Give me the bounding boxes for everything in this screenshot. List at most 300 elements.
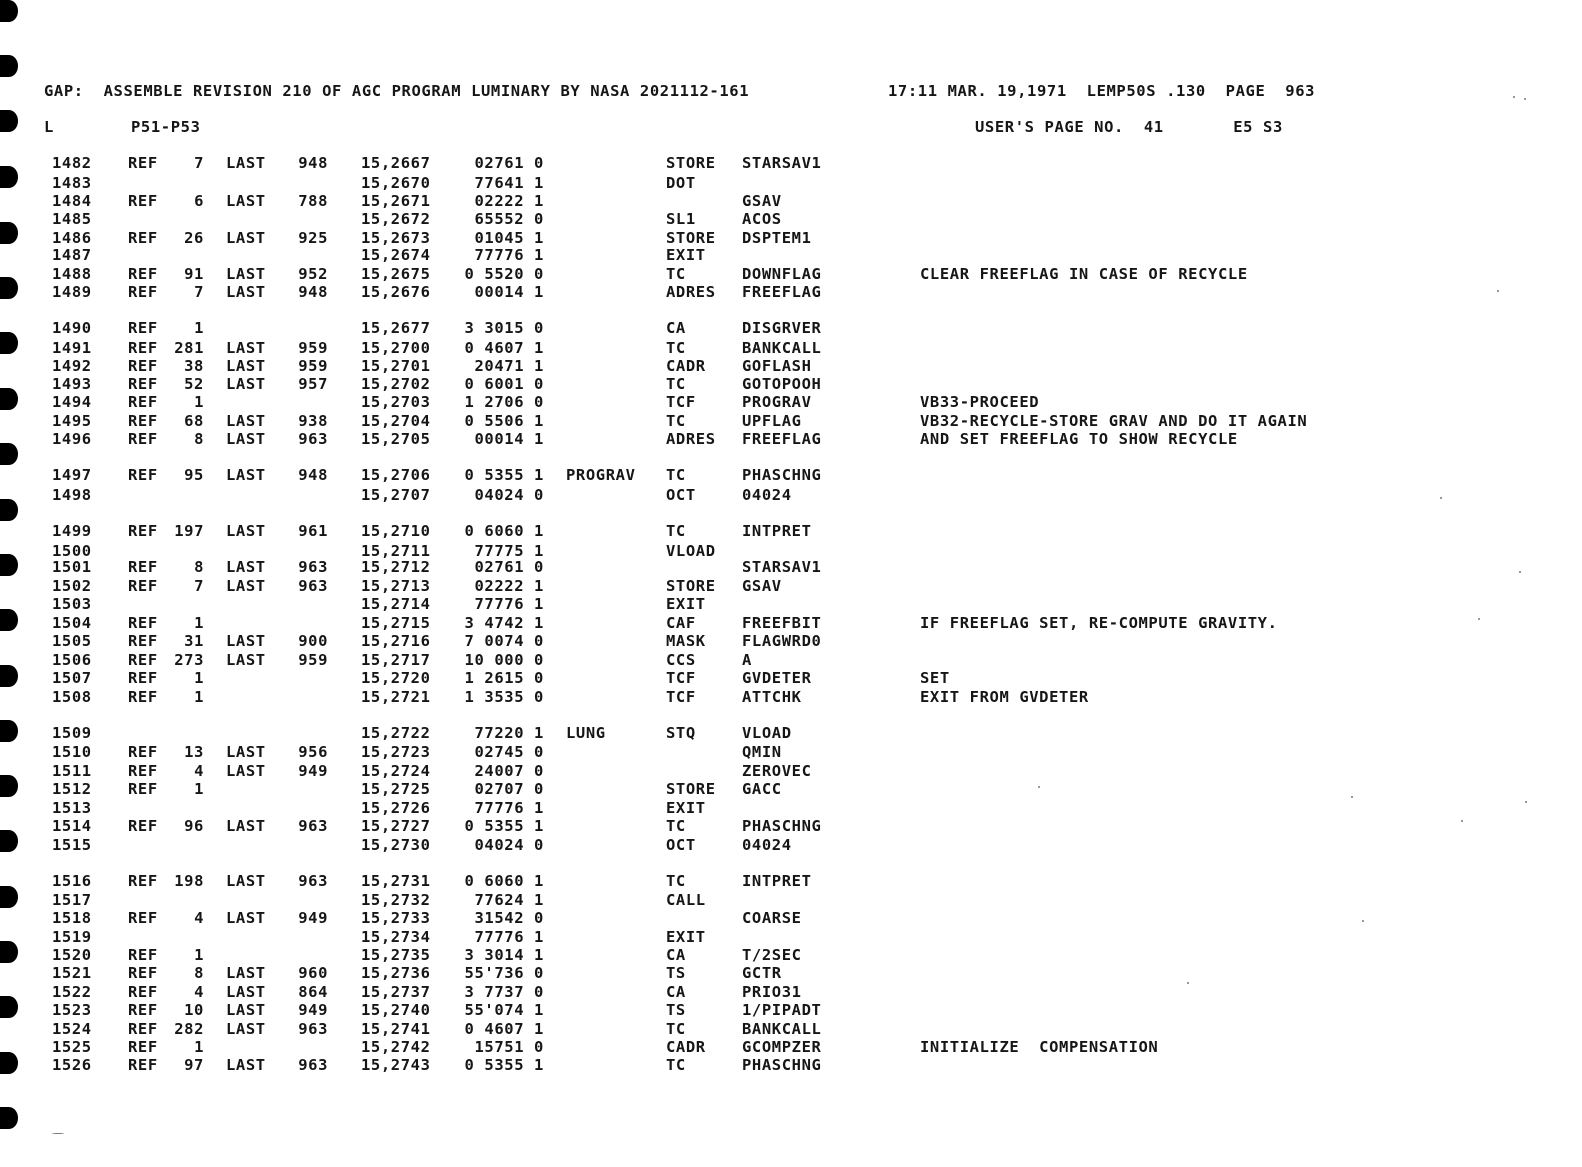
listing-addr: 15,2734 [361, 928, 431, 946]
listing-line: 1503 [52, 595, 92, 613]
listing-last: LAST [226, 192, 266, 210]
listing-operand: GVDETER [742, 669, 812, 687]
listing-operand: 1/PIPADT [742, 1001, 822, 1019]
listing-refn: 8 [194, 964, 204, 982]
listing-op: TC [666, 339, 686, 357]
listing-refn: 8 [194, 558, 204, 576]
listing-lastn: 959 [298, 651, 328, 669]
listing-op: TC [666, 817, 686, 835]
listing-ref: REF [128, 430, 158, 448]
listing-ref: REF [128, 229, 158, 247]
listing-op: TC [666, 466, 686, 484]
listing-word: 0 5355 1 [464, 1056, 544, 1074]
listing-refn: 13 [184, 743, 204, 761]
listing-line: 1510 [52, 743, 92, 761]
listing-line: 1507 [52, 669, 92, 687]
listing-addr: 15,2715 [361, 614, 431, 632]
listing-operand: VLOAD [742, 724, 792, 742]
listing-line: 1516 [52, 872, 92, 890]
listing-word: 20471 1 [474, 357, 544, 375]
listing-addr: 15,2701 [361, 357, 431, 375]
listing-word: 77776 1 [474, 799, 544, 817]
listing-last: LAST [226, 909, 266, 927]
listing-word: 0 6060 1 [464, 872, 544, 890]
listing-op: TCF [666, 688, 696, 706]
listing-line: 1485 [52, 210, 92, 228]
listing-op: ADRES [666, 283, 716, 301]
scan-speck [1351, 796, 1353, 798]
listing-addr: 15,2676 [361, 283, 431, 301]
listing-op: TCF [666, 669, 696, 687]
listing-addr: 15,2740 [361, 1001, 431, 1019]
listing-addr: 15,2726 [361, 799, 431, 817]
listing-ref: REF [128, 1056, 158, 1074]
listing-last: LAST [226, 558, 266, 576]
listing-addr: 15,2674 [361, 246, 431, 264]
listing-addr: 15,2705 [361, 430, 431, 448]
listing-ref: REF [128, 357, 158, 375]
listing-line: 1484 [52, 192, 92, 210]
listing-lastn: 963 [298, 1020, 328, 1038]
listing-refn: 95 [184, 466, 204, 484]
listing-operand: DOWNFLAG [742, 265, 822, 283]
sprocket-hole [0, 554, 18, 576]
scan-speck [1478, 618, 1480, 620]
listing-operand: PHASCHNG [742, 466, 822, 484]
listing-ref: REF [128, 780, 158, 798]
listing-addr: 15,2710 [361, 522, 431, 540]
listing-refn: 10 [184, 1001, 204, 1019]
listing-op: OCT [666, 836, 696, 854]
listing-operand: DSPTEM1 [742, 229, 812, 247]
listing-op: TC [666, 872, 686, 890]
listing-addr: 15,2713 [361, 577, 431, 595]
listing-lastn: 949 [298, 762, 328, 780]
listing-label: LUNG [566, 724, 606, 742]
listing-word: 0 5506 1 [464, 412, 544, 430]
listing-addr: 15,2733 [361, 909, 431, 927]
listing-lastn: 948 [298, 283, 328, 301]
listing-addr: 15,2741 [361, 1020, 431, 1038]
listing-refn: 7 [194, 283, 204, 301]
listing-ref: REF [128, 192, 158, 210]
listing-op: TC [666, 265, 686, 283]
listing-op: STORE [666, 154, 716, 172]
listing-refn: 1 [194, 946, 204, 964]
listing-line: 1501 [52, 558, 92, 576]
sprocket-hole [0, 886, 18, 908]
listing-word: 77776 1 [474, 595, 544, 613]
listing-addr: 15,2716 [361, 632, 431, 650]
listing-op: SL1 [666, 210, 696, 228]
listing-last: LAST [226, 762, 266, 780]
listing-operand: T/2SEC [742, 946, 802, 964]
listing-line: 1498 [52, 486, 92, 504]
sprocket-hole [0, 609, 18, 631]
listing-word: 31542 0 [474, 909, 544, 927]
listing-word: 10 000 0 [464, 651, 544, 669]
listing-lastn: 938 [298, 412, 328, 430]
listing-last: LAST [226, 375, 266, 393]
listing-line: 1489 [52, 283, 92, 301]
listing-line: 1525 [52, 1038, 92, 1056]
listing-refn: 8 [194, 430, 204, 448]
listing-word: 02745 0 [474, 743, 544, 761]
listing-addr: 15,2730 [361, 836, 431, 854]
listing-addr: 15,2732 [361, 891, 431, 909]
listing-refn: 7 [194, 154, 204, 172]
listing-line: 1488 [52, 265, 92, 283]
listing-line: 1519 [52, 928, 92, 946]
listing-operand: FLAGWRD0 [742, 632, 822, 650]
listing-word: 04024 0 [474, 486, 544, 504]
sprocket-hole [0, 443, 18, 465]
listing-ref: REF [128, 632, 158, 650]
listing-addr: 15,2720 [361, 669, 431, 687]
listing-ref: REF [128, 558, 158, 576]
listing-operand: 04024 [742, 836, 792, 854]
listing-last: LAST [226, 412, 266, 430]
listing-operand: PHASCHNG [742, 817, 822, 835]
listing-ref: REF [128, 577, 158, 595]
scan-speck [1513, 96, 1515, 98]
listing-op: STORE [666, 229, 716, 247]
listing-comment: SET [920, 669, 950, 687]
listing-ref: REF [128, 466, 158, 484]
listing-op: EXIT [666, 246, 706, 264]
listing-operand: BANKCALL [742, 339, 822, 357]
listing-ref: REF [128, 964, 158, 982]
listing-refn: 31 [184, 632, 204, 650]
listing-lastn: 963 [298, 1056, 328, 1074]
listing-word: 77776 1 [474, 246, 544, 264]
listing-word: 1 2615 0 [464, 669, 544, 687]
listing-word: 15751 0 [474, 1038, 544, 1056]
listing-op: EXIT [666, 799, 706, 817]
listing-operand: FREEFLAG [742, 430, 822, 448]
listing-ref: REF [128, 669, 158, 687]
listing-operand: ZEROVEC [742, 762, 812, 780]
listing-operand: STARSAV1 [742, 154, 822, 172]
listing-lastn: 963 [298, 430, 328, 448]
listing-operand: GSAV [742, 192, 782, 210]
listing-op: CALL [666, 891, 706, 909]
scan-speck [1497, 290, 1499, 292]
listing-addr: 15,2742 [361, 1038, 431, 1056]
listing-word: 77220 1 [474, 724, 544, 742]
listing-word: 0 5355 1 [464, 817, 544, 835]
listing-addr: 15,2700 [361, 339, 431, 357]
sprocket-hole [0, 1107, 18, 1129]
scan-speck [1362, 920, 1364, 922]
listing-refn: 1 [194, 319, 204, 337]
listing-line: 1482 [52, 154, 92, 172]
sprocket-hole [0, 499, 18, 521]
sprocket-hole [0, 332, 18, 354]
listing-addr: 15,2721 [361, 688, 431, 706]
listing-refn: 1 [194, 393, 204, 411]
listing-ref: REF [128, 872, 158, 890]
listing-lastn: 963 [298, 817, 328, 835]
listing-ref: REF [128, 393, 158, 411]
listing-last: LAST [226, 577, 266, 595]
listing-op: TC [666, 522, 686, 540]
listing-lastn: 959 [298, 339, 328, 357]
listing-ref: REF [128, 319, 158, 337]
listing-word: 00014 1 [474, 283, 544, 301]
listing-addr: 15,2723 [361, 743, 431, 761]
listing-op: TS [666, 1001, 686, 1019]
listing-last: LAST [226, 430, 266, 448]
listing-addr: 15,2731 [361, 872, 431, 890]
listing-line: 1490 [52, 319, 92, 337]
listing-refn: 26 [184, 229, 204, 247]
listing-word: 3 7737 0 [464, 983, 544, 1001]
sprocket-hole [0, 166, 18, 188]
listing-addr: 15,2736 [361, 964, 431, 982]
listing-addr: 15,2707 [361, 486, 431, 504]
listing-operand: GOFLASH [742, 357, 812, 375]
listing-word: 02707 0 [474, 780, 544, 798]
listing-last: LAST [226, 265, 266, 283]
listing-last: LAST [226, 1056, 266, 1074]
listing-addr: 15,2672 [361, 210, 431, 228]
listing-comment: IF FREEFLAG SET, RE-COMPUTE GRAVITY. [920, 614, 1278, 632]
listing-refn: 1 [194, 1038, 204, 1056]
listing-operand: GOTOPOOH [742, 375, 822, 393]
listing-op: CAF [666, 614, 696, 632]
listing-operand: PHASCHNG [742, 1056, 822, 1074]
sprocket-hole [0, 0, 18, 22]
listing-line: 1512 [52, 780, 92, 798]
sprocket-hole [0, 996, 18, 1018]
listing-line: 1517 [52, 891, 92, 909]
scan-speck [1519, 571, 1521, 573]
listing-op: CADR [666, 357, 706, 375]
listing-last: LAST [226, 743, 266, 761]
listing-op: EXIT [666, 928, 706, 946]
listing-word: 55'074 1 [464, 1001, 544, 1019]
listing-ref: REF [128, 1020, 158, 1038]
listing-line: 1509 [52, 724, 92, 742]
listing-comment: INITIALIZE COMPENSATION [920, 1038, 1159, 1056]
listing-refn: 4 [194, 983, 204, 1001]
listing-comment: VB33-PROCEED [920, 393, 1040, 411]
listing-lastn: 948 [298, 466, 328, 484]
listing-op: CADR [666, 1038, 706, 1056]
listing-refn: 97 [184, 1056, 204, 1074]
listing-word: 24007 0 [474, 762, 544, 780]
listing-lastn: 956 [298, 743, 328, 761]
listing-op: TS [666, 964, 686, 982]
listing-operand: DISGRVER [742, 319, 822, 337]
listing-op: DOT [666, 174, 696, 192]
listing-word: 0 4607 1 [464, 339, 544, 357]
listing-lastn: 960 [298, 964, 328, 982]
listing-addr: 15,2712 [361, 558, 431, 576]
listing-operand: BANKCALL [742, 1020, 822, 1038]
sprocket-hole [0, 1052, 18, 1074]
listing-op: OCT [666, 486, 696, 504]
listing-last: LAST [226, 357, 266, 375]
listing-op: CA [666, 319, 686, 337]
listing-op: TC [666, 412, 686, 430]
listing-line: 1497 [52, 466, 92, 484]
listing-addr: 15,2727 [361, 817, 431, 835]
listing-lastn: 963 [298, 872, 328, 890]
users-page-number: USER'S PAGE NO. 41 E5 S3 [975, 118, 1283, 136]
listing-line: 1518 [52, 909, 92, 927]
listing-refn: 68 [184, 412, 204, 430]
listing-ref: REF [128, 1038, 158, 1056]
listing-last: LAST [226, 872, 266, 890]
listing-op: CA [666, 983, 686, 1001]
listing-word: 02761 0 [474, 558, 544, 576]
listing-word: 7 0074 0 [464, 632, 544, 650]
scan-speck [1524, 98, 1526, 100]
listing-word: 3 3015 0 [464, 319, 544, 337]
listing-op: TC [666, 1020, 686, 1038]
listing-operand: A [742, 651, 752, 669]
scan-speck [52, 1133, 64, 1134]
listing-word: 0 5520 0 [464, 265, 544, 283]
timestamp-page-header: 17:11 MAR. 19,1971 LEMP50S .130 PAGE 963 [888, 82, 1316, 100]
scan-speck [1525, 801, 1527, 803]
listing-ref: REF [128, 983, 158, 1001]
listing-last: LAST [226, 1001, 266, 1019]
listing-comment: VB32-RECYCLE-STORE GRAV AND DO IT AGAIN [920, 412, 1308, 430]
listing-comment: CLEAR FREEFLAG IN CASE OF RECYCLE [920, 265, 1248, 283]
listing-ref: REF [128, 614, 158, 632]
listing-ref: REF [128, 1001, 158, 1019]
scan-speck [1038, 786, 1040, 788]
listing-line: 1515 [52, 836, 92, 854]
listing-op: CCS [666, 651, 696, 669]
listing-line: 1508 [52, 688, 92, 706]
listing-refn: 6 [194, 192, 204, 210]
listing-last: LAST [226, 632, 266, 650]
listing-last: LAST [226, 651, 266, 669]
listing-line: 1526 [52, 1056, 92, 1074]
listing-word: 1 3535 0 [464, 688, 544, 706]
listing-line: 1487 [52, 246, 92, 264]
listing-op: STORE [666, 780, 716, 798]
listing-word: 1 2706 0 [464, 393, 544, 411]
listing-ref: REF [128, 283, 158, 301]
listing-operand: GCTR [742, 964, 782, 982]
listing-refn: 282 [174, 1020, 204, 1038]
listing-op: MASK [666, 632, 706, 650]
listing-operand: INTPRET [742, 522, 812, 540]
listing-word: 77775 1 [474, 542, 544, 560]
listing-op: TC [666, 1056, 686, 1074]
sprocket-hole [0, 277, 18, 299]
listing-operand: UPFLAG [742, 412, 802, 430]
listing-word: 04024 0 [474, 836, 544, 854]
listing-line: 1492 [52, 357, 92, 375]
sprocket-hole [0, 222, 18, 244]
listing-addr: 15,2743 [361, 1056, 431, 1074]
listing-addr: 15,2667 [361, 154, 431, 172]
listing-refn: 52 [184, 375, 204, 393]
listing-line: 1521 [52, 964, 92, 982]
listing-lastn: 788 [298, 192, 328, 210]
listing-lastn: 957 [298, 375, 328, 393]
scan-speck [1440, 497, 1442, 499]
listing-line: 1514 [52, 817, 92, 835]
listing-ref: REF [128, 817, 158, 835]
listing-operand: INTPRET [742, 872, 812, 890]
listing-line: 1496 [52, 430, 92, 448]
listing-line: 1513 [52, 799, 92, 817]
listing-word: 0 5355 1 [464, 466, 544, 484]
listing-lastn: 952 [298, 265, 328, 283]
listing-ref: REF [128, 743, 158, 761]
listing-op: TCF [666, 393, 696, 411]
listing-op: CA [666, 946, 686, 964]
listing-operand: STARSAV1 [742, 558, 822, 576]
listing-ref: REF [128, 339, 158, 357]
listing-refn: 96 [184, 817, 204, 835]
listing-ref: REF [128, 909, 158, 927]
listing-word: 3 3014 1 [464, 946, 544, 964]
sprocket-hole [0, 941, 18, 963]
listing-lastn: 963 [298, 558, 328, 576]
listing-addr: 15,2703 [361, 393, 431, 411]
sprocket-hole [0, 775, 18, 797]
listing-line: 1499 [52, 522, 92, 540]
listing-op: TC [666, 375, 686, 393]
listing-line: 1520 [52, 946, 92, 964]
section-title: P51-P53 [131, 118, 201, 136]
listing-last: LAST [226, 983, 266, 1001]
listing-lastn: 948 [298, 154, 328, 172]
listing-addr: 15,2725 [361, 780, 431, 798]
listing-line: 1483 [52, 174, 92, 192]
listing-addr: 15,2702 [361, 375, 431, 393]
listing-last: LAST [226, 154, 266, 172]
scan-speck [1461, 820, 1463, 822]
listing-line: 1524 [52, 1020, 92, 1038]
listing-ref: REF [128, 688, 158, 706]
listing-addr: 15,2673 [361, 229, 431, 247]
listing-ref: REF [128, 946, 158, 964]
listing-lastn: 959 [298, 357, 328, 375]
listing-op: ADRES [666, 430, 716, 448]
listing-addr: 15,2677 [361, 319, 431, 337]
listing-word: 55'736 0 [464, 964, 544, 982]
listing-refn: 91 [184, 265, 204, 283]
listing-operand: FREEFBIT [742, 614, 822, 632]
listing-line: 1511 [52, 762, 92, 780]
listing-word: 02761 0 [474, 154, 544, 172]
listing-addr: 15,2735 [361, 946, 431, 964]
listing-line: 1486 [52, 229, 92, 247]
listing-comment: EXIT FROM GVDETER [920, 688, 1089, 706]
listing-lastn: 949 [298, 1001, 328, 1019]
listing-addr: 15,2675 [361, 265, 431, 283]
listing-operand: FREEFLAG [742, 283, 822, 301]
listing-addr: 15,2717 [361, 651, 431, 669]
listing-word: 0 6060 1 [464, 522, 544, 540]
listing-addr: 15,2714 [361, 595, 431, 613]
listing-refn: 198 [174, 872, 204, 890]
listing-operand: ACOS [742, 210, 782, 228]
listing-addr: 15,2671 [361, 192, 431, 210]
listing-word: 02222 1 [474, 192, 544, 210]
listing-last: LAST [226, 466, 266, 484]
listing-word: 77776 1 [474, 928, 544, 946]
